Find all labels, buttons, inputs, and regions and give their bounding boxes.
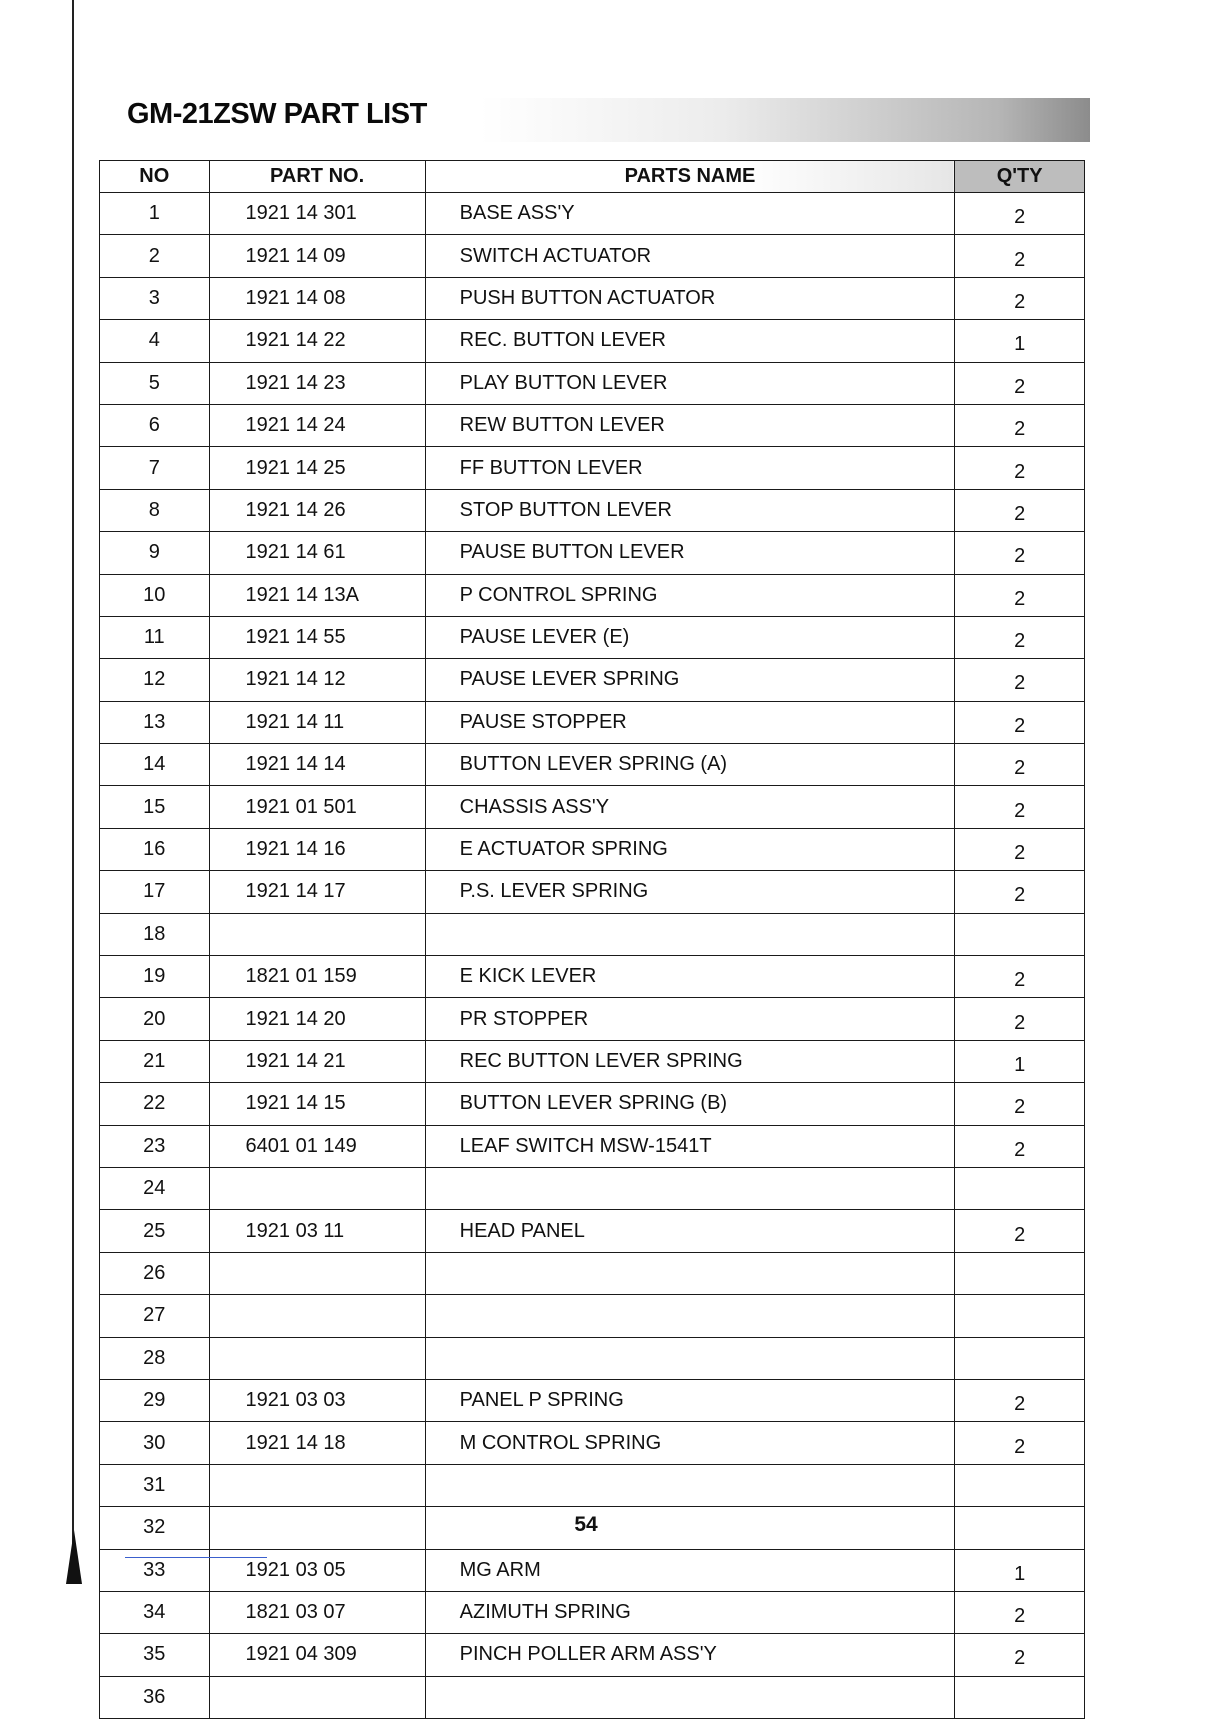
cell-part-no bbox=[209, 1676, 425, 1718]
cell-parts-name: PINCH POLLER ARM ASS'Y bbox=[425, 1634, 955, 1676]
table-row bbox=[100, 871, 1085, 913]
cell-parts-name: P CONTROL SPRING bbox=[425, 574, 955, 616]
cell-no: 17 bbox=[100, 871, 210, 913]
cell-part-no: 1921 14 14 bbox=[209, 744, 425, 786]
table-row bbox=[100, 447, 1085, 489]
cell-parts-name: CHASSIS ASS'Y bbox=[425, 786, 955, 828]
table-row bbox=[100, 1464, 1085, 1506]
cell-no: 11 bbox=[100, 616, 210, 658]
cell-qty: 1 bbox=[955, 1549, 1085, 1591]
cell-no: 26 bbox=[100, 1252, 210, 1294]
cell-part-no: 1921 14 22 bbox=[209, 320, 425, 362]
cell-qty: 2 bbox=[955, 956, 1085, 998]
cell-parts-name: M CONTROL SPRING bbox=[425, 1422, 955, 1464]
table-header-row bbox=[100, 161, 1085, 193]
cell-part-no: 1921 14 55 bbox=[209, 616, 425, 658]
footer-underline bbox=[125, 1557, 267, 1558]
table-row bbox=[100, 1549, 1085, 1591]
cell-no: 3 bbox=[100, 277, 210, 319]
cell-qty: 2 bbox=[955, 616, 1085, 658]
cell-qty: 2 bbox=[955, 362, 1085, 404]
cell-qty: 2 bbox=[955, 1083, 1085, 1125]
cell-part-no: 1921 03 05 bbox=[209, 1549, 425, 1591]
cell-part-no: 1921 14 23 bbox=[209, 362, 425, 404]
table-row bbox=[100, 1634, 1085, 1676]
cell-no: 1 bbox=[100, 193, 210, 235]
table-row bbox=[100, 574, 1085, 616]
parts-table-body bbox=[100, 193, 1085, 1719]
cell-parts-name: FF BUTTON LEVER bbox=[425, 447, 955, 489]
cell-no: 29 bbox=[100, 1379, 210, 1421]
cell-part-no: 1921 03 03 bbox=[209, 1379, 425, 1421]
cell-part-no: 1921 01 501 bbox=[209, 786, 425, 828]
cell-parts-name: PANEL P SPRING bbox=[425, 1379, 955, 1421]
table-row bbox=[100, 828, 1085, 870]
cell-parts-name: HEAD PANEL bbox=[425, 1210, 955, 1252]
cell-no: 22 bbox=[100, 1083, 210, 1125]
table-row bbox=[100, 235, 1085, 277]
cell-qty bbox=[955, 913, 1085, 955]
cell-parts-name: PAUSE STOPPER bbox=[425, 701, 955, 743]
cell-parts-name: PUSH BUTTON ACTUATOR bbox=[425, 277, 955, 319]
cell-no: 14 bbox=[100, 744, 210, 786]
cell-part-no: 1921 04 309 bbox=[209, 1634, 425, 1676]
cell-parts-name: SWITCH ACTUATOR bbox=[425, 235, 955, 277]
cell-no: 31 bbox=[100, 1464, 210, 1506]
header-halftone-shade bbox=[480, 98, 1090, 142]
cell-part-no: 1921 14 16 bbox=[209, 828, 425, 870]
cell-qty: 2 bbox=[955, 1591, 1085, 1633]
cell-part-no: 1921 14 61 bbox=[209, 532, 425, 574]
cell-no: 4 bbox=[100, 320, 210, 362]
table-row bbox=[100, 998, 1085, 1040]
cell-part-no: 1921 14 09 bbox=[209, 235, 425, 277]
cell-part-no: 1921 14 24 bbox=[209, 404, 425, 446]
table-row bbox=[100, 320, 1085, 362]
cell-part-no: 1921 14 08 bbox=[209, 277, 425, 319]
cell-no: 12 bbox=[100, 659, 210, 701]
cell-parts-name bbox=[425, 1167, 955, 1209]
cell-parts-name: PR STOPPER bbox=[425, 998, 955, 1040]
cell-no: 9 bbox=[100, 532, 210, 574]
cell-parts-name: PAUSE LEVER SPRING bbox=[425, 659, 955, 701]
cell-qty: 2 bbox=[955, 404, 1085, 446]
cell-qty: 2 bbox=[955, 659, 1085, 701]
cell-qty: 1 bbox=[955, 1040, 1085, 1082]
header-qty: Q'TY bbox=[955, 161, 1085, 193]
cell-parts-name: AZIMUTH SPRING bbox=[425, 1591, 955, 1633]
cell-no: 33 bbox=[100, 1549, 210, 1591]
cell-part-no: 1921 14 26 bbox=[209, 489, 425, 531]
cell-no: 7 bbox=[100, 447, 210, 489]
cell-parts-name bbox=[425, 1676, 955, 1718]
cell-part-no: 1921 14 301 bbox=[209, 193, 425, 235]
cell-parts-name: PLAY BUTTON LEVER bbox=[425, 362, 955, 404]
cell-part-no: 1921 03 11 bbox=[209, 1210, 425, 1252]
cell-parts-name: P.S. LEVER SPRING bbox=[425, 871, 955, 913]
header-no: NO bbox=[100, 161, 210, 193]
cell-qty: 2 bbox=[955, 786, 1085, 828]
table-row bbox=[100, 1083, 1085, 1125]
page-binding-line bbox=[72, 0, 74, 1584]
cell-part-no: 1921 14 15 bbox=[209, 1083, 425, 1125]
cell-no: 24 bbox=[100, 1167, 210, 1209]
cell-part-no: 1821 03 07 bbox=[209, 1591, 425, 1633]
table-row bbox=[100, 701, 1085, 743]
header-part-no: PART NO. bbox=[209, 161, 425, 193]
cell-qty: 2 bbox=[955, 828, 1085, 870]
cell-parts-name: REW BUTTON LEVER bbox=[425, 404, 955, 446]
table-row bbox=[100, 404, 1085, 446]
cell-no: 16 bbox=[100, 828, 210, 870]
cell-qty: 2 bbox=[955, 574, 1085, 616]
cell-part-no: 1921 14 17 bbox=[209, 871, 425, 913]
cell-qty: 2 bbox=[955, 701, 1085, 743]
table-row bbox=[100, 659, 1085, 701]
table-row bbox=[100, 1252, 1085, 1294]
cell-no: 5 bbox=[100, 362, 210, 404]
table-row bbox=[100, 786, 1085, 828]
cell-parts-name: REC. BUTTON LEVER bbox=[425, 320, 955, 362]
cell-parts-name bbox=[425, 1252, 955, 1294]
cell-part-no: 1921 14 20 bbox=[209, 998, 425, 1040]
table-row bbox=[100, 956, 1085, 998]
cell-parts-name: MG ARM bbox=[425, 1549, 955, 1591]
cell-no: 27 bbox=[100, 1295, 210, 1337]
cell-part-no: 1921 14 12 bbox=[209, 659, 425, 701]
cell-part-no bbox=[209, 1167, 425, 1209]
table-row bbox=[100, 1337, 1085, 1379]
cell-parts-name bbox=[425, 1337, 955, 1379]
cell-no: 18 bbox=[100, 913, 210, 955]
cell-parts-name: BASE ASS'Y bbox=[425, 193, 955, 235]
cell-no: 34 bbox=[100, 1591, 210, 1633]
cell-no: 21 bbox=[100, 1040, 210, 1082]
cell-part-no bbox=[209, 1464, 425, 1506]
table-row bbox=[100, 1167, 1085, 1209]
table-row bbox=[100, 1422, 1085, 1464]
cell-no: 13 bbox=[100, 701, 210, 743]
cell-qty: 2 bbox=[955, 277, 1085, 319]
cell-part-no bbox=[209, 1252, 425, 1294]
parts-table bbox=[99, 160, 1085, 1719]
cell-qty: 2 bbox=[955, 1379, 1085, 1421]
cell-no: 25 bbox=[100, 1210, 210, 1252]
cell-qty: 2 bbox=[955, 532, 1085, 574]
cell-qty bbox=[955, 1676, 1085, 1718]
cell-qty: 1 bbox=[955, 320, 1085, 362]
cell-qty: 2 bbox=[955, 744, 1085, 786]
cell-parts-name: E ACTUATOR SPRING bbox=[425, 828, 955, 870]
cell-part-no: 1921 14 25 bbox=[209, 447, 425, 489]
table-row bbox=[100, 532, 1085, 574]
cell-no: 10 bbox=[100, 574, 210, 616]
cell-no: 6 bbox=[100, 404, 210, 446]
cell-qty: 2 bbox=[955, 1210, 1085, 1252]
cell-qty bbox=[955, 1252, 1085, 1294]
header-parts-name: PARTS NAME bbox=[425, 161, 955, 193]
cell-part-no: 1921 14 11 bbox=[209, 701, 425, 743]
cell-no: 32 bbox=[100, 1507, 210, 1549]
cell-parts-name: BUTTON LEVER SPRING (B) bbox=[425, 1083, 955, 1125]
table-row bbox=[100, 1040, 1085, 1082]
page-number: 54 bbox=[574, 1513, 598, 1536]
cell-qty: 2 bbox=[955, 998, 1085, 1040]
table-row bbox=[100, 489, 1085, 531]
cell-part-no: 1921 14 18 bbox=[209, 1422, 425, 1464]
cell-no: 36 bbox=[100, 1676, 210, 1718]
cell-parts-name bbox=[425, 1464, 955, 1506]
table-row bbox=[100, 744, 1085, 786]
cell-no: 15 bbox=[100, 786, 210, 828]
table-row bbox=[100, 616, 1085, 658]
cell-parts-name bbox=[425, 913, 955, 955]
table-row bbox=[100, 1210, 1085, 1252]
cell-parts-name bbox=[425, 1295, 955, 1337]
cell-no: 20 bbox=[100, 998, 210, 1040]
cell-parts-name: REC BUTTON LEVER SPRING bbox=[425, 1040, 955, 1082]
cell-qty: 2 bbox=[955, 1634, 1085, 1676]
table-row bbox=[100, 1379, 1085, 1421]
cell-no: 35 bbox=[100, 1634, 210, 1676]
cell-parts-name: BUTTON LEVER SPRING (A) bbox=[425, 744, 955, 786]
cell-qty: 2 bbox=[955, 193, 1085, 235]
cell-qty: 2 bbox=[955, 1125, 1085, 1167]
cell-qty: 2 bbox=[955, 447, 1085, 489]
cell-part-no: 1821 01 159 bbox=[209, 956, 425, 998]
cell-part-no bbox=[209, 1337, 425, 1379]
table-row bbox=[100, 1676, 1085, 1718]
cell-qty bbox=[955, 1295, 1085, 1337]
cell-no: 30 bbox=[100, 1422, 210, 1464]
cell-parts-name: PAUSE BUTTON LEVER bbox=[425, 532, 955, 574]
cell-no: 23 bbox=[100, 1125, 210, 1167]
page-title: GM-21ZSW PART LIST bbox=[127, 98, 427, 130]
table-row bbox=[100, 193, 1085, 235]
cell-part-no: 6401 01 149 bbox=[209, 1125, 425, 1167]
table-row bbox=[100, 1125, 1085, 1167]
table-row bbox=[100, 362, 1085, 404]
cell-no: 2 bbox=[100, 235, 210, 277]
cell-qty: 2 bbox=[955, 235, 1085, 277]
cell-qty bbox=[955, 1464, 1085, 1506]
cell-no: 8 bbox=[100, 489, 210, 531]
cell-part-no bbox=[209, 1295, 425, 1337]
cell-qty bbox=[955, 1337, 1085, 1379]
cell-part-no: 1921 14 21 bbox=[209, 1040, 425, 1082]
cell-part-no: 1921 14 13A bbox=[209, 574, 425, 616]
table-row bbox=[100, 277, 1085, 319]
cell-qty: 2 bbox=[955, 1422, 1085, 1464]
table-row bbox=[100, 913, 1085, 955]
cell-no: 28 bbox=[100, 1337, 210, 1379]
cell-qty: 2 bbox=[955, 489, 1085, 531]
cell-part-no bbox=[209, 913, 425, 955]
table-row bbox=[100, 1295, 1085, 1337]
cell-qty bbox=[955, 1167, 1085, 1209]
cell-no: 19 bbox=[100, 956, 210, 998]
page-binding-mark bbox=[66, 1530, 82, 1584]
cell-parts-name: PAUSE LEVER (E) bbox=[425, 616, 955, 658]
table-row bbox=[100, 1591, 1085, 1633]
cell-parts-name: STOP BUTTON LEVER bbox=[425, 489, 955, 531]
cell-parts-name: LEAF SWITCH MSW-1541T bbox=[425, 1125, 955, 1167]
cell-parts-name: E KICK LEVER bbox=[425, 956, 955, 998]
cell-qty: 2 bbox=[955, 871, 1085, 913]
